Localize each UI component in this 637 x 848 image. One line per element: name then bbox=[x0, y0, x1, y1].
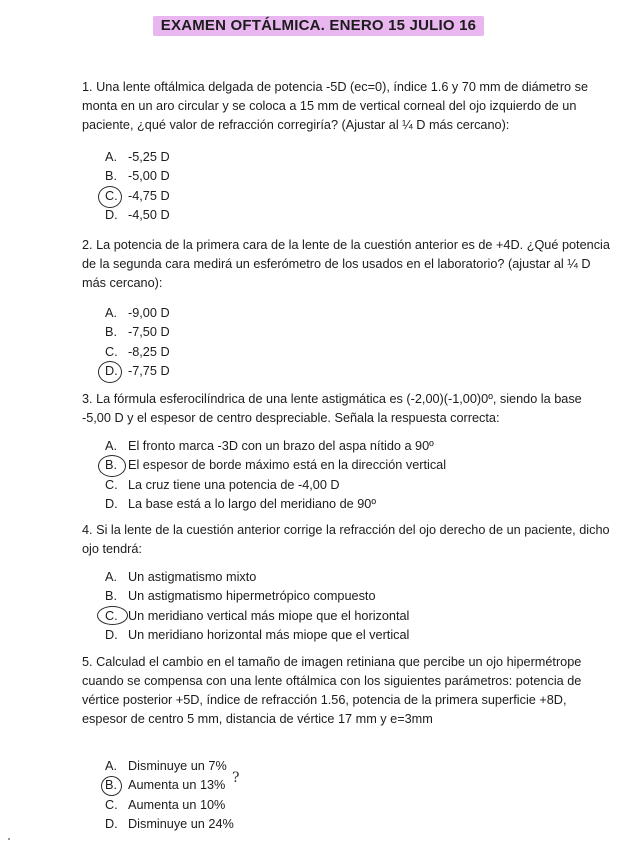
question-4: 4. Si la lente de la cuestión anterior corrige la refracción del ojo derecho de un paciente, dicho ojo tendrá: bbox=[82, 523, 610, 556]
handwritten-question-mark: ? bbox=[232, 770, 240, 786]
scan-speck bbox=[8, 838, 10, 840]
option-b[interactable]: B. -7,50 D bbox=[105, 325, 170, 340]
option-c[interactable]: C. Un meridiano vertical más miope que el horizontal bbox=[105, 608, 410, 623]
option-b[interactable]: B. Aumenta un 13% bbox=[105, 778, 226, 793]
option-d[interactable]: D. Un meridiano horizontal más miope que el vertical bbox=[105, 627, 410, 642]
question-1: 1. Una lente oftálmica delgada de potencia -5D (ec=0), índice 1.6 y 70 mm de diámetro se monta en un aro circular y se coloca a 15 mm de vertical corneal del ojo izquierdo de un paciente, ¿qué valor de refracción corregiría? (Ajustar al ¼ D más cercano): bbox=[82, 80, 589, 132]
option-a[interactable]: A. El fronto marca -3D con un brazo del aspa nítido a 90º bbox=[105, 439, 434, 453]
option-c[interactable]: C. La cruz tiene una potencia de -4,00 D bbox=[105, 477, 340, 492]
option-c[interactable]: C. -4,75 D bbox=[105, 188, 170, 203]
title-bar bbox=[0, 16, 637, 36]
answer-circle-q5 bbox=[101, 776, 122, 796]
option-a[interactable]: A. Disminuye un 7% bbox=[105, 759, 227, 773]
option-a[interactable]: A. -5,25 D bbox=[105, 150, 170, 164]
question-2: 2. La potencia de la primera cara de la lente de la cuestión anterior es de +4D. ¿Qué potencia de la segunda cara medirá un esferómetro de los usados en el laboratorio? (ajustar al ¼ D más cercano): bbox=[82, 238, 610, 290]
option-b[interactable]: B. Un astigmatismo hipermetrópico compuesto bbox=[105, 589, 376, 604]
question-5: 5. Calculad el cambio en el tamaño de imagen retiniana que percibe un ojo hipermétrope cuando se compensa con una lente oftálmica con los siguientes parámetros: potencia de vértice posterior +5D, índice de refracción 1.56, potencia de la primera superficie +8D, espesor de centro 5 mm, distancia de vértice 17 mm y e=3mm bbox=[82, 655, 582, 726]
option-c[interactable]: C. -8,25 D bbox=[105, 344, 170, 359]
option-d[interactable]: D. La base está a lo largo del meridiano de 90º bbox=[105, 496, 376, 511]
option-a[interactable]: A. Un astigmatismo mixto bbox=[105, 570, 257, 584]
option-c[interactable]: C. Aumenta un 10% bbox=[105, 797, 226, 812]
option-d[interactable]: D. Disminuye un 24% bbox=[105, 816, 234, 831]
answer-circle-q3 bbox=[98, 455, 126, 477]
answer-circle-q1 bbox=[98, 186, 122, 208]
option-a[interactable]: A. -9,00 D bbox=[105, 306, 170, 320]
option-d[interactable]: D. -7,75 D bbox=[105, 363, 170, 378]
question-4-options bbox=[105, 568, 409, 645]
option-d[interactable]: D. -4,50 D bbox=[105, 207, 170, 222]
question-3: 3. La fórmula esferocilíndrica de una lente astigmática es (-2,00)(-1,00)0º, siendo la base -5,00 D y el espesor de centro despreciable. Señala la respuesta correcta: bbox=[82, 392, 582, 425]
question-3-options bbox=[105, 437, 446, 514]
option-b[interactable]: B. -5,00 D bbox=[105, 169, 170, 184]
option-b[interactable]: B. El espesor de borde máximo está en la dirección vertical bbox=[105, 458, 447, 473]
page-title: EXAMEN OFTÁLMICA. ENERO 15 JULIO 16 bbox=[153, 16, 484, 36]
question-5-options bbox=[105, 757, 234, 834]
answer-circle-q4 bbox=[97, 606, 128, 625]
answer-circle-q2 bbox=[98, 361, 122, 383]
